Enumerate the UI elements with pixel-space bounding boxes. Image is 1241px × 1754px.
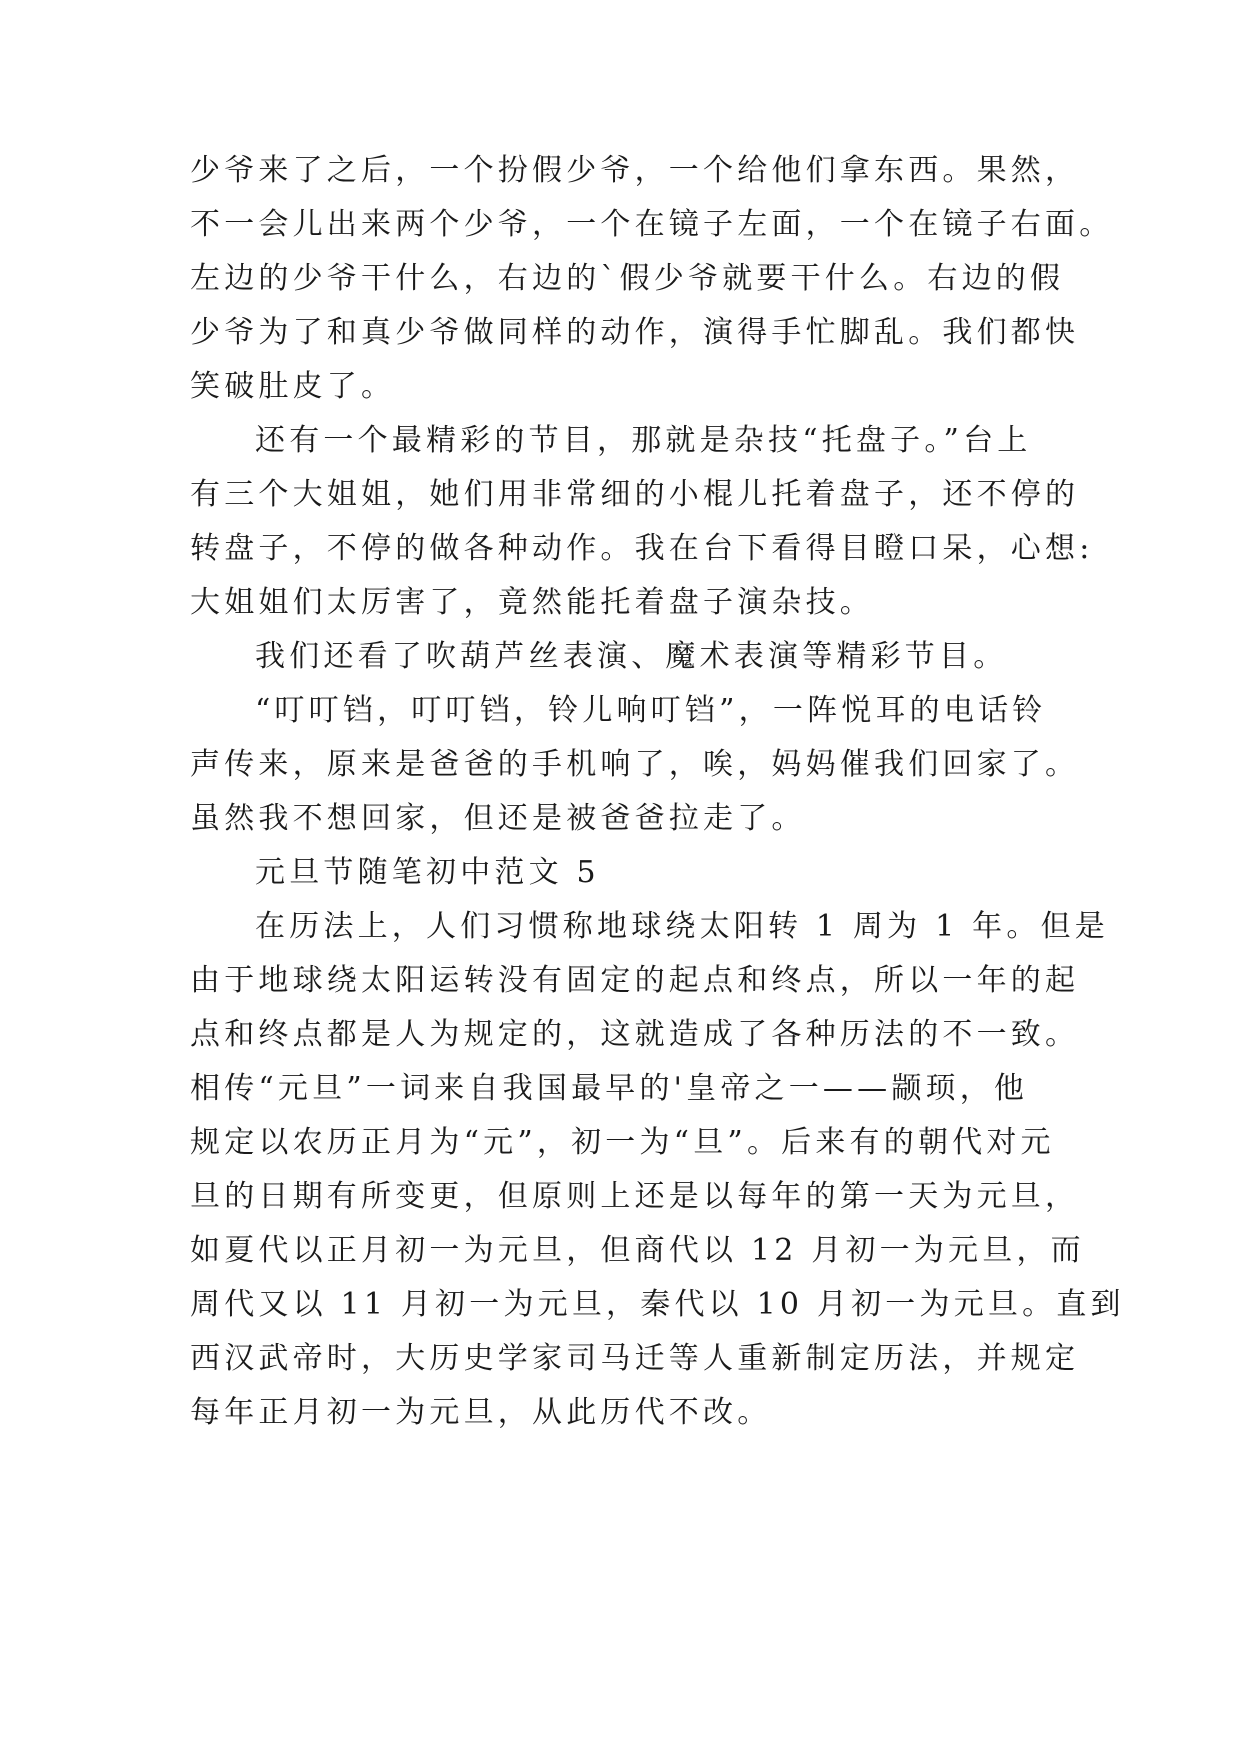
paragraph-start-line: “叮叮铛，叮叮铛，铃儿响叮铛”，一阵悦耳的电话铃 [255, 693, 1047, 728]
text-line: 声传来，原来是爸爸的手机响了，唉，妈妈催我们回家了。 [190, 747, 1080, 782]
text-line: 少爷为了和真少爷做同样的动作，演得手忙脚乱。我们都快 [190, 315, 1080, 350]
section-heading: 元旦节随笔初中范文 5 [255, 855, 600, 890]
text-line: 笑破肚皮了。 [190, 369, 396, 404]
text-line: 转盘子，不停的做各种动作。我在台下看得目瞪口呆，心想: [190, 531, 1094, 566]
text-line: 规定以农历正月为“元”，初一为“旦”。后来有的朝代对元 [190, 1125, 1055, 1160]
text-line: 少爷来了之后，一个扮假少爷，一个给他们拿东西。果然， [190, 153, 1080, 188]
text-line: 左边的少爷干什么，右边的`假少爷就要干什么。右边的假 [190, 261, 1065, 296]
text-line: 旦的日期有所变更，但原则上还是以每年的第一天为元旦， [190, 1179, 1080, 1214]
text-line: 大姐姐们太厉害了，竟然能托着盘子演杂技。 [190, 585, 874, 620]
text-line: 有三个大姐姐，她们用非常细的小棍儿托着盘子，还不停的 [190, 477, 1080, 512]
text-line: 虽然我不想回家，但还是被爸爸拉走了。 [190, 801, 806, 836]
text-line: 点和终点都是人为规定的，这就造成了各种历法的不一致。 [190, 1017, 1080, 1052]
text-line: 每年正月初一为元旦，从此历代不改。 [190, 1395, 772, 1430]
paragraph-start-line: 在历法上，人们习惯称地球绕太阳转 1 周为 1 年。但是 [255, 909, 1109, 944]
text-line: 由于地球绕太阳运转没有固定的起点和终点，所以一年的起 [190, 963, 1080, 998]
paragraph-start-line: 我们还看了吹葫芦丝表演、魔术表演等精彩节目。 [255, 639, 1008, 674]
text-line: 不一会儿出来两个少爷，一个在镜子左面，一个在镜子右面。 [190, 207, 1114, 242]
text-line: 相传“元旦”一词来自我国最早的'皇帝之一——颛顼，他 [190, 1071, 1029, 1106]
paragraph-start-line: 还有一个最精彩的节目，那就是杂技“托盘子。”台上 [255, 423, 1032, 458]
text-line: 如夏代以正月初一为元旦，但商代以 12 月初一为元旦，而 [190, 1233, 1085, 1268]
text-line: 西汉武帝时，大历史学家司马迁等人重新制定历法，并规定 [190, 1341, 1080, 1376]
text-line: 周代又以 11 月初一为元旦，秦代以 10 月初一为元旦。直到 [190, 1287, 1125, 1322]
